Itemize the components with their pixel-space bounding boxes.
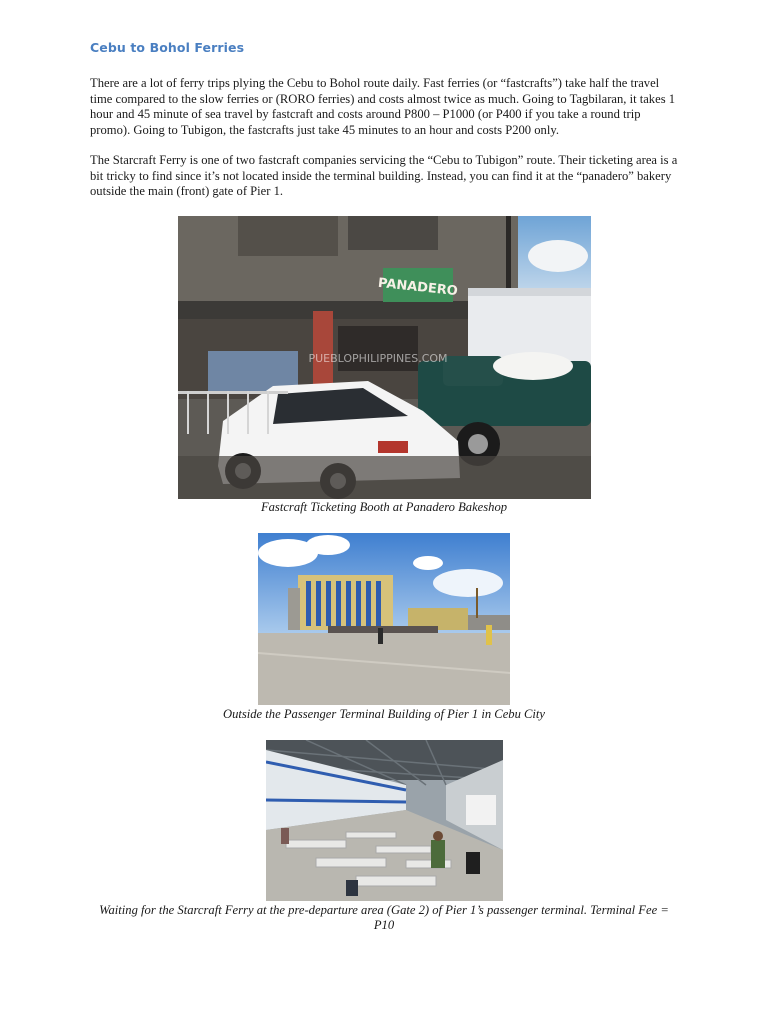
caption-waiting-area: Waiting for the Starcraft Ferry at the pre-departure area (Gate 2) of Pier 1’s passenger terminal. Terminal Fee = P10 bbox=[99, 903, 669, 932]
section-heading: Cebu to Bohol Ferries bbox=[90, 40, 245, 55]
photo-waiting-area bbox=[266, 740, 503, 901]
caption-ticketing-booth: Fastcraft Ticketing Booth at Panadero Bakeshop bbox=[260, 500, 508, 514]
paragraph-starcraft: The Starcraft Ferry is one of two fastcraft companies servicing the “Cebu to Tubigon” route. Their ticketing area is a bit tricky to find since it’s not located inside the terminal building. Instead, you can find it at the “panadero” bakery outside the main (front) gate of Pier 1. bbox=[90, 153, 678, 199]
photo-terminal-exterior bbox=[258, 533, 510, 705]
caption-terminal-exterior: Outside the Passenger Terminal Building of Pier 1 in Cebu City bbox=[222, 707, 546, 721]
panadero-sign: PANADERO bbox=[377, 275, 459, 300]
paragraph-intro: There are a lot of ferry trips plying the Cebu to Bohol route daily. Fast ferries (or “fastcrafts”) take half the travel time compared to the slow ferries or (RORO ferries) and costs almost twice as much. Going to Tagbilaran, it takes 1 hour and 45 minute of sea travel by fastcraft and costs around P800 – P1000 (or P400 if you take a round trip promo). Going to Tubigon, the fastcrafts just take 45 minutes to an hour and costs P200 only. bbox=[90, 76, 676, 137]
photo-ticketing-booth bbox=[178, 216, 591, 499]
watermark: PUEBLOPHILIPPINES.COM bbox=[308, 352, 448, 365]
